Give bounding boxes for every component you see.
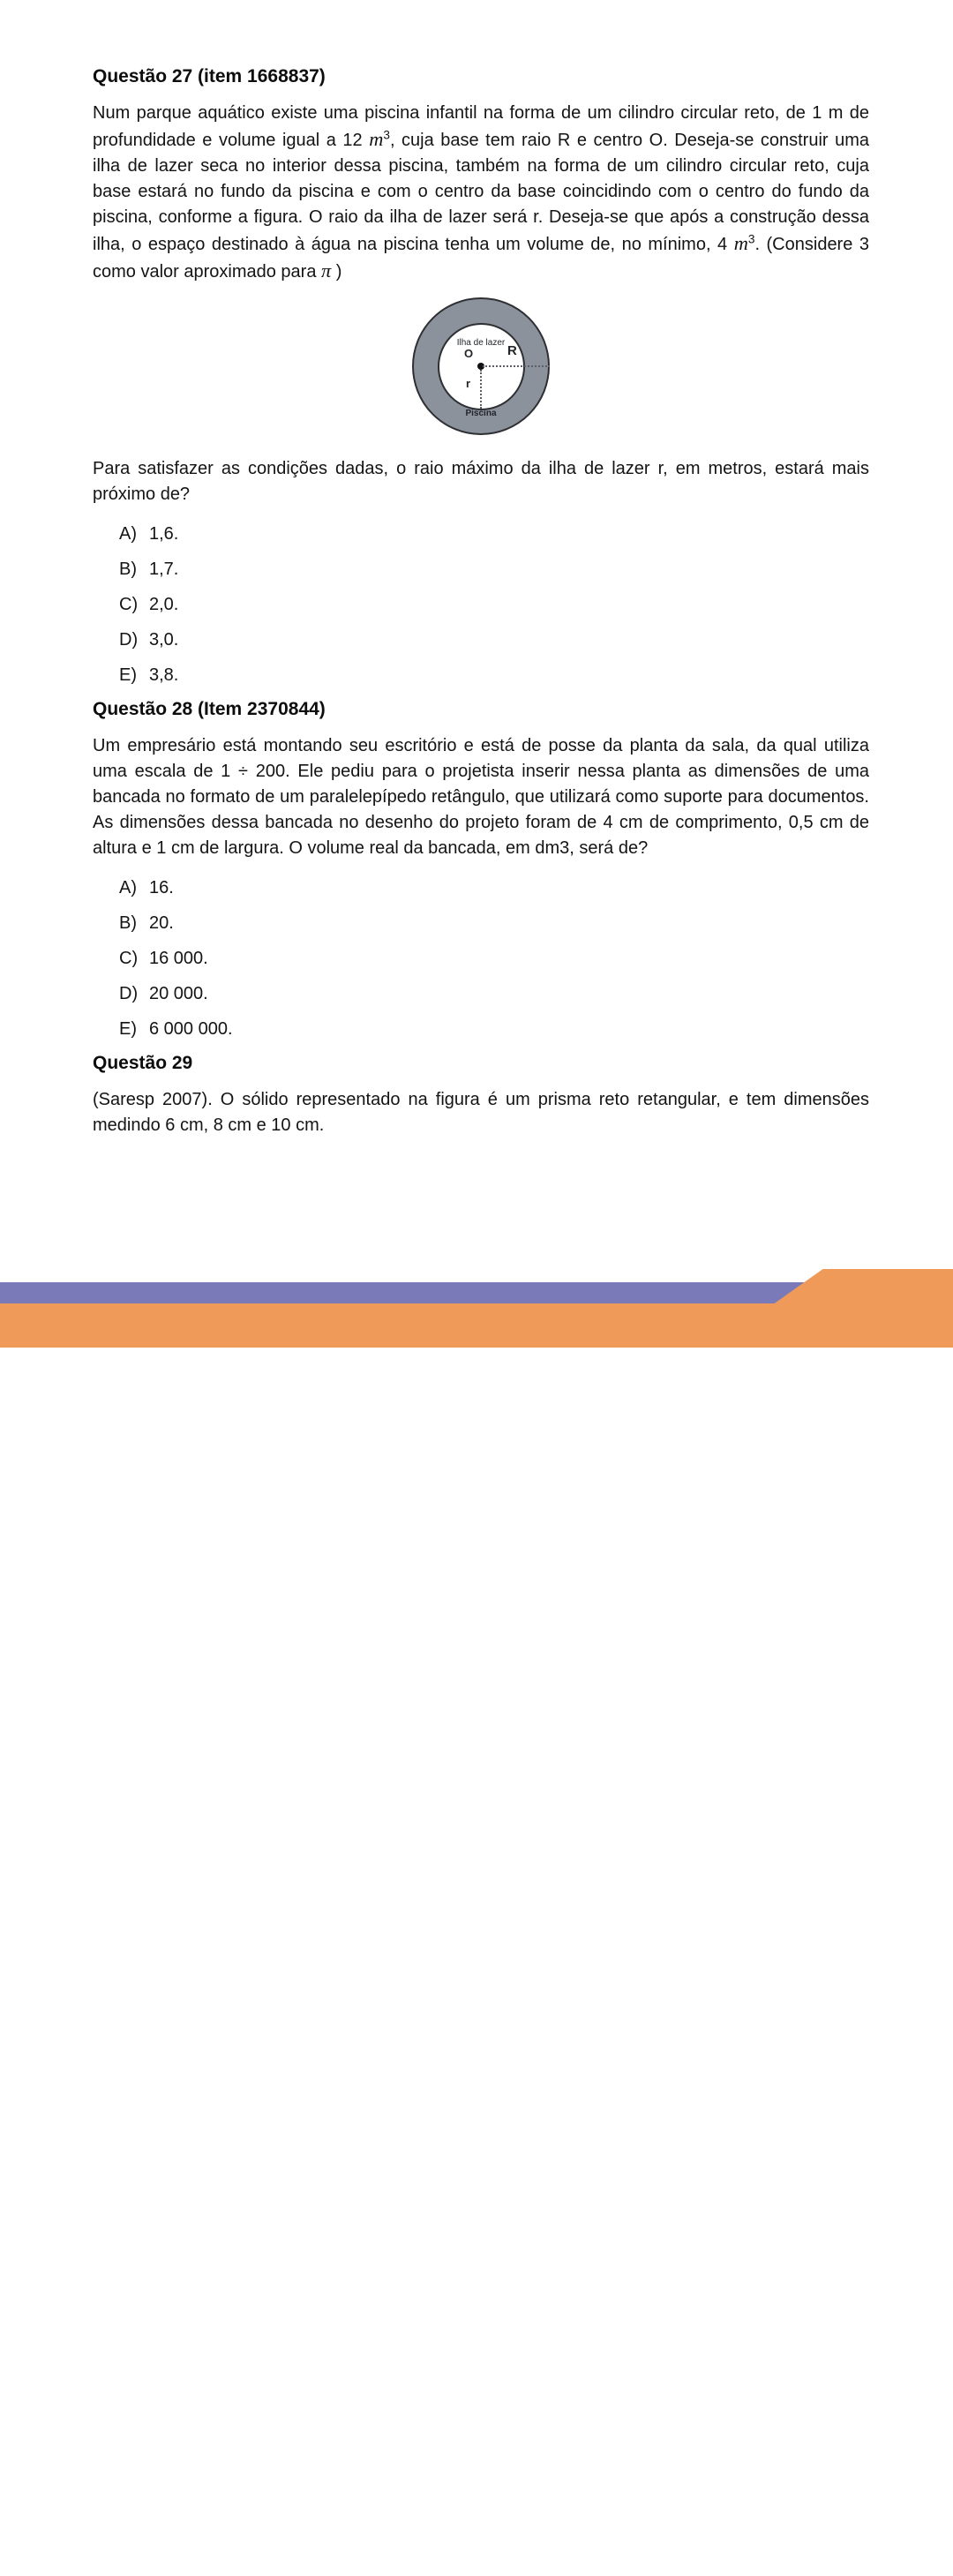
option-letter: A)	[119, 524, 137, 544]
question-28-body: Um empresário está montando seu escritório e está de posse da planta da sala, da qual utiliza uma escala de 1 ÷ 200. Ele pediu para o projetista inserir nessa planta as dimensões de uma bancada no formato de um paralelepípedo retângulo, que utilizará como suporte para documentos. As dimensões dessa bancada no desenho do projeto foram de 4 cm de comprimento, 0,5 cm de altura e 1 cm de largura. O volume real da bancada, em dm3, será de?	[93, 736, 869, 858]
math-exponent: 3	[383, 128, 390, 142]
option-letter: B)	[119, 560, 137, 579]
radius-r-dotted-line	[480, 370, 482, 409]
inner-radius-label: r	[466, 377, 471, 390]
answer-option	[119, 946, 869, 972]
option-letter: D)	[119, 630, 139, 650]
option-letter: C)	[119, 595, 139, 614]
pool-figure	[412, 297, 550, 435]
option-text: 16.	[149, 878, 174, 897]
option-text: 2,0.	[149, 595, 179, 614]
option-text: 6 000 000.	[149, 1019, 233, 1039]
math-symbol: m	[369, 128, 384, 150]
answer-option	[119, 592, 869, 618]
outer-radius-label: R	[507, 343, 517, 358]
option-text: 20.	[149, 913, 174, 933]
option-text: 1,6.	[149, 524, 179, 544]
option-text: 3,8.	[149, 665, 179, 685]
question-29-body: (Saresp 2007). O sólido representado na figura é um prisma reto retangular, e tem dimensões medindo 6 cm, 8 cm e 10 cm.	[93, 1090, 869, 1135]
option-letter: E)	[119, 665, 137, 685]
question-28	[93, 698, 869, 1042]
pool-label: Piscina	[465, 409, 497, 418]
question-27-options	[119, 522, 869, 688]
question-29	[93, 1052, 869, 1138]
question-27-title: Questão 27 (item 1668837)	[93, 66, 326, 86]
option-text: 16 000.	[149, 949, 208, 968]
option-letter: B)	[119, 913, 137, 933]
question-28-options	[119, 875, 869, 1042]
radius-R-dotted-line	[483, 365, 550, 367]
math-exponent: 3	[747, 232, 755, 246]
option-letter: E)	[119, 1019, 137, 1039]
option-text: 1,7.	[149, 560, 179, 579]
question-27	[93, 65, 869, 688]
answer-option	[119, 663, 869, 688]
answer-option	[119, 981, 869, 1007]
answer-option	[119, 557, 869, 582]
math-symbol: π	[321, 259, 332, 282]
question-27-prompt: Para satisfazer as condições dadas, o raio máximo da ilha de lazer r, em metros, estará mais próximo de?	[93, 459, 869, 504]
answer-option	[119, 911, 869, 936]
question-27-body: Num parque aquático existe uma piscina infantil na forma de um cilindro circular reto, de 1 m de profundidade e volume igual a 12 $m^3$, cuja base tem raio R e centro O. Deseja-se construir uma ilha de lazer seca no interior dessa piscina, também na forma de um cilindro circular reto, cuja base estará no fundo da piscina e com o centro da base coincidindo com o centro do fundo da piscina, conforme a figura. O raio da ilha de lazer será r. Deseja-se que após a construção dessa ilha, o espaço destinado à água na piscina tenha um volume de, no mínimo, 4 $m^3$. (Considere 3 como valor aproximado para π )	[93, 103, 870, 282]
option-letter: A)	[119, 878, 137, 897]
page-number: 90	[828, 2550, 853, 2575]
footer-orange-band	[0, 1303, 953, 1348]
island-label: Ilha de lazer	[456, 338, 506, 348]
math-symbol: m	[733, 232, 748, 254]
option-letter: C)	[119, 949, 139, 968]
page-footer	[0, 1269, 953, 2575]
answer-option	[119, 875, 869, 901]
page-content	[93, 65, 869, 1138]
answer-option	[119, 1017, 869, 1042]
option-text: 3,0.	[149, 630, 179, 650]
question-28-title: Questão 28 (Item 2370844)	[93, 699, 326, 719]
question-29-title: Questão 29	[93, 1053, 193, 1073]
answer-option	[119, 522, 869, 547]
center-o-label: O	[464, 347, 474, 360]
pool-outer-circle	[412, 297, 550, 435]
answer-option	[119, 627, 869, 653]
option-text: 20 000.	[149, 984, 208, 1003]
option-letter: D)	[119, 984, 139, 1003]
